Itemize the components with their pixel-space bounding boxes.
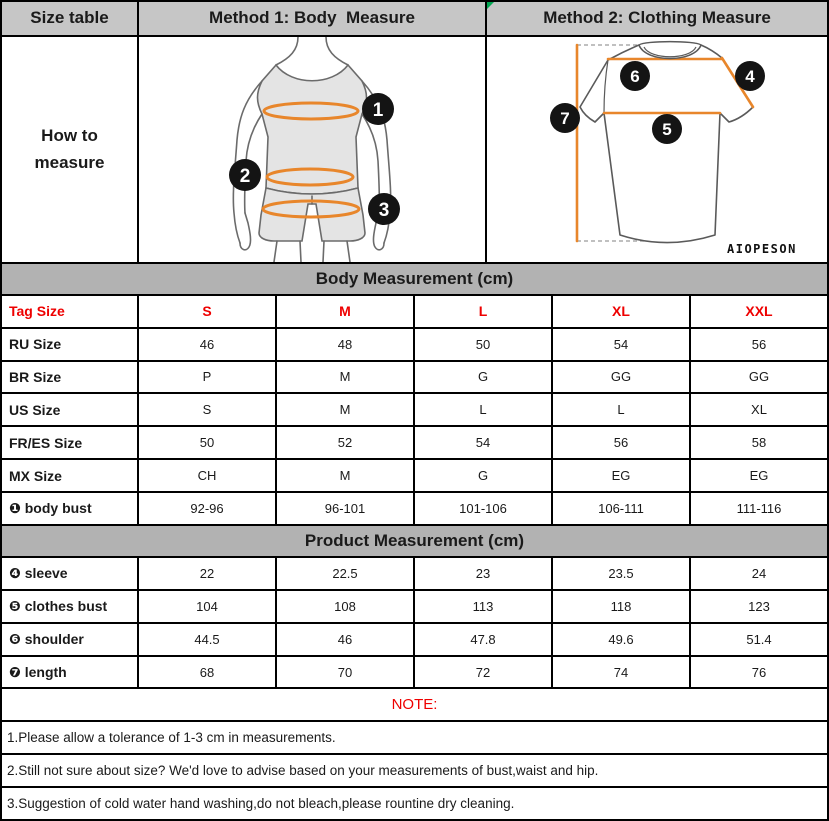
row-label: ❼ length bbox=[2, 657, 137, 688]
size-value: 23.5 bbox=[553, 558, 689, 589]
size-value: 54 bbox=[415, 427, 551, 458]
marker-1-label: 1 bbox=[372, 99, 384, 121]
size-value: 52 bbox=[277, 427, 413, 458]
marker-7-label: 7 bbox=[560, 108, 570, 128]
size-value: CH bbox=[139, 460, 275, 491]
how-to-measure-row bbox=[2, 37, 827, 262]
size-value: 22 bbox=[139, 558, 275, 589]
size-value: 47.8 bbox=[415, 624, 551, 655]
note-text: 2.Still not sure about size? We'd love to advise based on your measurements of bust,waist and hip. bbox=[2, 755, 827, 786]
size-value: M bbox=[277, 394, 413, 425]
size-value: 101-106 bbox=[415, 493, 551, 524]
size-value: EG bbox=[553, 460, 689, 491]
size-value: 118 bbox=[553, 591, 689, 622]
brand-text: AIOPESON bbox=[727, 241, 797, 256]
note-text: 3.Suggestion of cold water hand washing,do not bleach,please rountine dry cleaning. bbox=[2, 788, 827, 819]
method2-header bbox=[487, 2, 827, 35]
size-value: GG bbox=[553, 362, 689, 393]
row-label: BR Size bbox=[2, 362, 137, 393]
tag-size-value: M bbox=[277, 296, 413, 327]
table-row-fres-size bbox=[2, 427, 827, 458]
product-measurement-title: Product Measurement (cm) bbox=[2, 526, 827, 556]
size-value: 51.4 bbox=[691, 624, 827, 655]
size-value: 104 bbox=[139, 591, 275, 622]
tag-size-value: S bbox=[139, 296, 275, 327]
size-value: 22.5 bbox=[277, 558, 413, 589]
product-measurement-band-row bbox=[2, 526, 827, 556]
body-outline bbox=[233, 37, 390, 262]
tag-size-label: Tag Size bbox=[2, 296, 137, 327]
size-value: 96-101 bbox=[277, 493, 413, 524]
size-value: 49.6 bbox=[553, 624, 689, 655]
row-label: ❹ sleeve bbox=[2, 558, 137, 589]
size-value: 50 bbox=[139, 427, 275, 458]
table-row-sleeve bbox=[2, 558, 827, 589]
row-label: FR/ES Size bbox=[2, 427, 137, 458]
size-value: 70 bbox=[277, 657, 413, 688]
marker-4-label: 4 bbox=[745, 66, 755, 86]
size-value: 56 bbox=[553, 427, 689, 458]
size-value: 111-116 bbox=[691, 493, 827, 524]
size-value: M bbox=[277, 362, 413, 393]
size-value: L bbox=[415, 394, 551, 425]
body-diagram-svg bbox=[139, 37, 485, 262]
body-measurement-band-row bbox=[2, 264, 827, 294]
method1-header: Method 1: Body Measure bbox=[139, 2, 485, 35]
size-value: 48 bbox=[277, 329, 413, 360]
note-text: 1.Please allow a tolerance of 1-3 cm in measurements. bbox=[2, 722, 827, 753]
size-value: M bbox=[277, 460, 413, 491]
size-value: XL bbox=[691, 394, 827, 425]
header-row bbox=[2, 2, 827, 35]
row-label: US Size bbox=[2, 394, 137, 425]
size-value: 44.5 bbox=[139, 624, 275, 655]
size-value: 23 bbox=[415, 558, 551, 589]
table-row-clothes-bust bbox=[2, 591, 827, 622]
body-measurement-title: Body Measurement (cm) bbox=[2, 264, 827, 294]
size-value: 68 bbox=[139, 657, 275, 688]
table-row-ru-size bbox=[2, 329, 827, 360]
size-value: P bbox=[139, 362, 275, 393]
size-value: 106-111 bbox=[553, 493, 689, 524]
size-value: 56 bbox=[691, 329, 827, 360]
size-value: EG bbox=[691, 460, 827, 491]
marker-2-label: 2 bbox=[239, 165, 251, 187]
tag-size-value: XXL bbox=[691, 296, 827, 327]
marker-6-label: 6 bbox=[630, 66, 640, 86]
size-value: 58 bbox=[691, 427, 827, 458]
row-label: ❻ shoulder bbox=[2, 624, 137, 655]
table-row-us-size bbox=[2, 394, 827, 425]
size-value: G bbox=[415, 362, 551, 393]
row-label: ❶ body bust bbox=[2, 493, 137, 524]
tag-size-value: XL bbox=[553, 296, 689, 327]
size-value: 76 bbox=[691, 657, 827, 688]
clothing-diagram-svg bbox=[487, 37, 827, 262]
marker-5-label: 5 bbox=[662, 119, 672, 139]
size-value: 46 bbox=[277, 624, 413, 655]
clothing-measure-diagram bbox=[487, 37, 827, 262]
size-value: 113 bbox=[415, 591, 551, 622]
size-value: S bbox=[139, 394, 275, 425]
body-measure-diagram bbox=[139, 37, 485, 262]
cell-corner-marker-icon bbox=[487, 2, 494, 9]
note-row-3 bbox=[2, 788, 827, 819]
size-value: 108 bbox=[277, 591, 413, 622]
size-value: 54 bbox=[553, 329, 689, 360]
method2-header-label: Method 2: Clothing Measure bbox=[543, 8, 771, 28]
row-label: ❺ clothes bust bbox=[2, 591, 137, 622]
table-row-mx-size bbox=[2, 460, 827, 491]
size-value: 123 bbox=[691, 591, 827, 622]
note-header-row bbox=[2, 689, 827, 720]
row-label: MX Size bbox=[2, 460, 137, 491]
tag-size-row bbox=[2, 296, 827, 327]
table-row-body-bust bbox=[2, 493, 827, 524]
marker-3-label: 3 bbox=[378, 199, 390, 221]
table-row-shoulder bbox=[2, 624, 827, 655]
row-label: RU Size bbox=[2, 329, 137, 360]
size-value: 50 bbox=[415, 329, 551, 360]
size-value: 46 bbox=[139, 329, 275, 360]
size-value: 74 bbox=[553, 657, 689, 688]
note-row-2 bbox=[2, 755, 827, 786]
size-value: G bbox=[415, 460, 551, 491]
table-row-length bbox=[2, 657, 827, 688]
size-value: 72 bbox=[415, 657, 551, 688]
how-to-measure-label: How to measure bbox=[2, 37, 137, 262]
size-value: 92-96 bbox=[139, 493, 275, 524]
note-row-1 bbox=[2, 722, 827, 753]
size-value: GG bbox=[691, 362, 827, 393]
note-title: NOTE: bbox=[2, 689, 827, 720]
size-value: L bbox=[553, 394, 689, 425]
size-value: 24 bbox=[691, 558, 827, 589]
size-table-header: Size table bbox=[2, 2, 137, 35]
table-row-br-size bbox=[2, 362, 827, 393]
tag-size-value: L bbox=[415, 296, 551, 327]
